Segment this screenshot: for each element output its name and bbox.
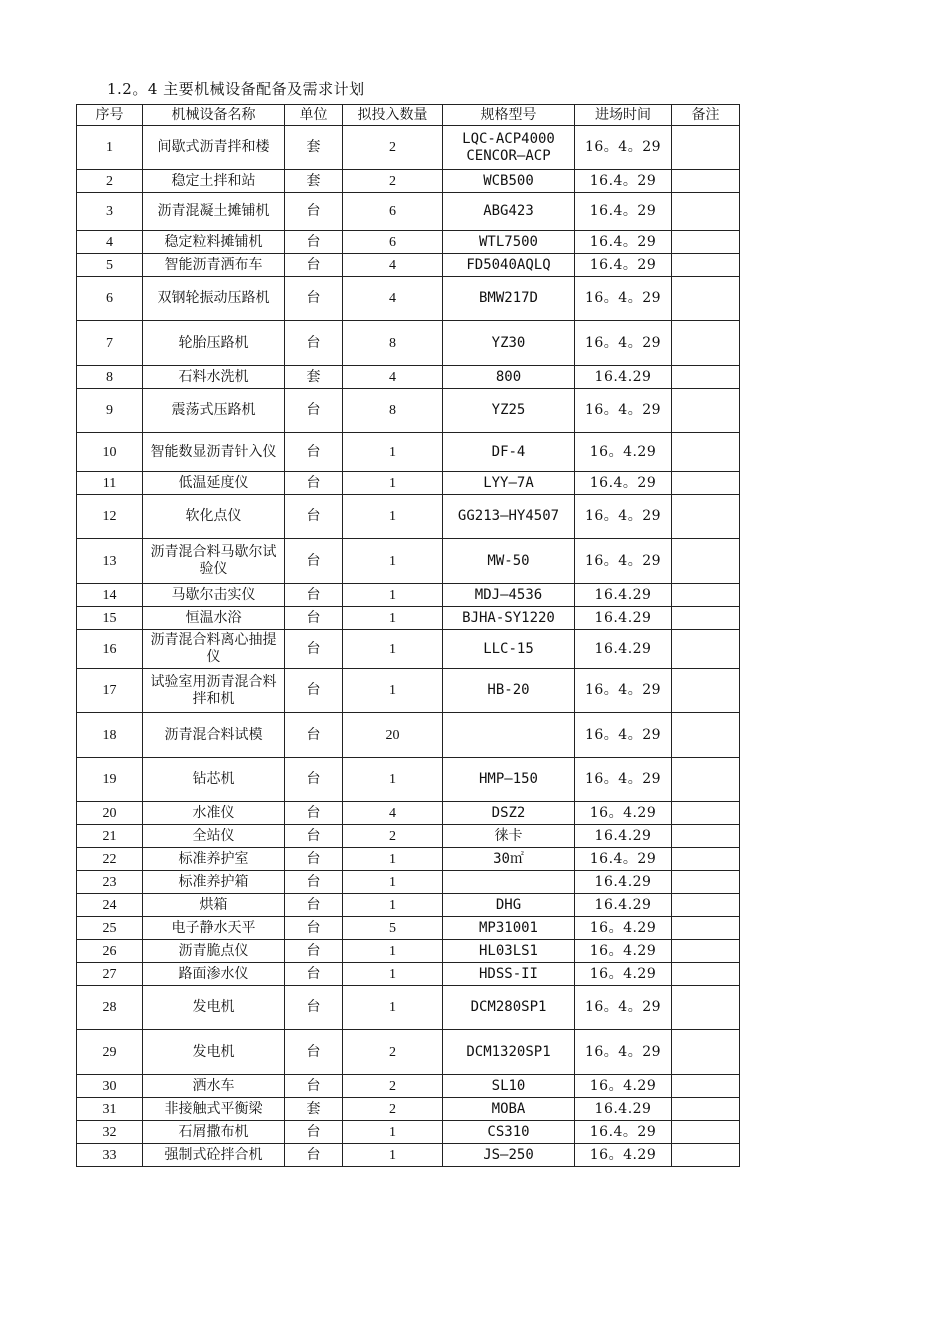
entry-date-cell: 16。4。29 bbox=[575, 986, 672, 1030]
name-cell: 智能沥青洒布车 bbox=[143, 254, 285, 277]
model-cell: JS—250 bbox=[443, 1144, 575, 1167]
unit-cell: 台 bbox=[285, 254, 343, 277]
name-cell: 软化点仪 bbox=[143, 495, 285, 539]
name-cell: 双钢轮振动压路机 bbox=[143, 277, 285, 321]
quantity-cell: 8 bbox=[343, 321, 443, 366]
model-cell: FD5040AQLQ bbox=[443, 254, 575, 277]
remark-cell bbox=[672, 802, 740, 825]
table-row bbox=[77, 277, 740, 321]
table-row bbox=[77, 1121, 740, 1144]
seq-cell: 11 bbox=[77, 472, 143, 495]
unit-cell: 台 bbox=[285, 825, 343, 848]
model-cell: YZ30 bbox=[443, 321, 575, 366]
table-row bbox=[77, 1144, 740, 1167]
unit-cell: 台 bbox=[285, 1144, 343, 1167]
unit-cell: 套 bbox=[285, 366, 343, 389]
table-row bbox=[77, 495, 740, 539]
entry-date-cell: 16.4.29 bbox=[575, 366, 672, 389]
quantity-cell: 1 bbox=[343, 472, 443, 495]
unit-cell: 台 bbox=[285, 231, 343, 254]
table-row bbox=[77, 321, 740, 366]
remark-cell bbox=[672, 321, 740, 366]
table-row bbox=[77, 825, 740, 848]
quantity-cell: 4 bbox=[343, 254, 443, 277]
name-cell: 烘箱 bbox=[143, 894, 285, 917]
name-cell: 非接触式平衡梁 bbox=[143, 1098, 285, 1121]
remark-cell bbox=[672, 669, 740, 713]
entry-date-cell: 16。4。29 bbox=[575, 1030, 672, 1075]
remark-cell bbox=[672, 584, 740, 607]
seq-cell: 33 bbox=[77, 1144, 143, 1167]
model-cell: SL10 bbox=[443, 1075, 575, 1098]
table-row bbox=[77, 963, 740, 986]
seq-cell: 17 bbox=[77, 669, 143, 713]
unit-cell: 台 bbox=[285, 433, 343, 472]
table-row bbox=[77, 940, 740, 963]
entry-date-cell: 16.4.29 bbox=[575, 607, 672, 630]
remark-cell bbox=[672, 539, 740, 584]
unit-cell: 台 bbox=[285, 472, 343, 495]
remark-cell bbox=[672, 917, 740, 940]
entry-date-cell: 16.4.29 bbox=[575, 584, 672, 607]
model-cell: WCB500 bbox=[443, 170, 575, 193]
entry-date-cell: 16.4.29 bbox=[575, 871, 672, 894]
unit-cell: 台 bbox=[285, 669, 343, 713]
seq-cell: 29 bbox=[77, 1030, 143, 1075]
remark-cell bbox=[672, 389, 740, 433]
model-cell: LQC-ACP4000 CENCOR—ACP bbox=[443, 126, 575, 170]
remark-cell bbox=[672, 986, 740, 1030]
header-model: 规格型号 bbox=[443, 105, 575, 126]
quantity-cell: 4 bbox=[343, 277, 443, 321]
quantity-cell: 1 bbox=[343, 871, 443, 894]
name-cell: 稳定土拌和站 bbox=[143, 170, 285, 193]
quantity-cell: 8 bbox=[343, 389, 443, 433]
quantity-cell: 2 bbox=[343, 1075, 443, 1098]
remark-cell bbox=[672, 940, 740, 963]
model-cell: DF-4 bbox=[443, 433, 575, 472]
table-row bbox=[77, 389, 740, 433]
quantity-cell: 1 bbox=[343, 986, 443, 1030]
quantity-cell: 4 bbox=[343, 366, 443, 389]
unit-cell: 台 bbox=[285, 894, 343, 917]
model-cell: DCM1320SP1 bbox=[443, 1030, 575, 1075]
name-cell: 路面渗水仪 bbox=[143, 963, 285, 986]
seq-cell: 20 bbox=[77, 802, 143, 825]
name-cell: 强制式砼拌合机 bbox=[143, 1144, 285, 1167]
model-cell: YZ25 bbox=[443, 389, 575, 433]
name-cell: 洒水车 bbox=[143, 1075, 285, 1098]
name-cell: 水准仪 bbox=[143, 802, 285, 825]
unit-cell: 台 bbox=[285, 539, 343, 584]
model-cell: 徕卡 bbox=[443, 825, 575, 848]
table-row bbox=[77, 472, 740, 495]
model-cell: DCM280SP1 bbox=[443, 986, 575, 1030]
quantity-cell: 5 bbox=[343, 917, 443, 940]
unit-cell: 台 bbox=[285, 802, 343, 825]
table-row bbox=[77, 193, 740, 231]
entry-date-cell: 16.4。29 bbox=[575, 193, 672, 231]
remark-cell bbox=[672, 277, 740, 321]
remark-cell bbox=[672, 607, 740, 630]
unit-cell: 台 bbox=[285, 630, 343, 669]
equipment-table bbox=[76, 104, 740, 1167]
model-cell: 800 bbox=[443, 366, 575, 389]
table-header-row bbox=[77, 105, 740, 126]
entry-date-cell: 16。4.29 bbox=[575, 963, 672, 986]
remark-cell bbox=[672, 1121, 740, 1144]
model-cell bbox=[443, 713, 575, 758]
table-row bbox=[77, 1030, 740, 1075]
name-cell: 稳定粒料摊铺机 bbox=[143, 231, 285, 254]
unit-cell: 台 bbox=[285, 1030, 343, 1075]
unit-cell: 台 bbox=[285, 495, 343, 539]
remark-cell bbox=[672, 254, 740, 277]
seq-cell: 10 bbox=[77, 433, 143, 472]
remark-cell bbox=[672, 231, 740, 254]
seq-cell: 4 bbox=[77, 231, 143, 254]
entry-date-cell: 16.4。29 bbox=[575, 848, 672, 871]
unit-cell: 台 bbox=[285, 917, 343, 940]
unit-cell: 台 bbox=[285, 277, 343, 321]
model-cell: BJHA-SY1220 bbox=[443, 607, 575, 630]
entry-date-cell: 16.4。29 bbox=[575, 170, 672, 193]
quantity-cell: 6 bbox=[343, 231, 443, 254]
unit-cell: 套 bbox=[285, 126, 343, 170]
name-cell: 沥青混凝土摊铺机 bbox=[143, 193, 285, 231]
remark-cell bbox=[672, 713, 740, 758]
quantity-cell: 2 bbox=[343, 1030, 443, 1075]
seq-cell: 32 bbox=[77, 1121, 143, 1144]
model-cell: MW-50 bbox=[443, 539, 575, 584]
table-row bbox=[77, 126, 740, 170]
remark-cell bbox=[672, 472, 740, 495]
seq-cell: 23 bbox=[77, 871, 143, 894]
remark-cell bbox=[672, 126, 740, 170]
entry-date-cell: 16。4.29 bbox=[575, 433, 672, 472]
name-cell: 标准养护室 bbox=[143, 848, 285, 871]
seq-cell: 6 bbox=[77, 277, 143, 321]
unit-cell: 台 bbox=[285, 607, 343, 630]
model-cell: HB-20 bbox=[443, 669, 575, 713]
table-row bbox=[77, 254, 740, 277]
name-cell: 沥青混合料马歇尔试验仪 bbox=[143, 539, 285, 584]
table-row bbox=[77, 539, 740, 584]
quantity-cell: 1 bbox=[343, 848, 443, 871]
quantity-cell: 2 bbox=[343, 126, 443, 170]
seq-cell: 25 bbox=[77, 917, 143, 940]
header-seq: 序号 bbox=[77, 105, 143, 126]
model-cell: HMP—150 bbox=[443, 758, 575, 802]
quantity-cell: 1 bbox=[343, 539, 443, 584]
seq-cell: 14 bbox=[77, 584, 143, 607]
remark-cell bbox=[672, 894, 740, 917]
model-cell: HDSS-II bbox=[443, 963, 575, 986]
model-cell: LLC-15 bbox=[443, 630, 575, 669]
entry-date-cell: 16.4。29 bbox=[575, 231, 672, 254]
table-row bbox=[77, 871, 740, 894]
entry-date-cell: 16。4.29 bbox=[575, 940, 672, 963]
entry-date-cell: 16。4。29 bbox=[575, 389, 672, 433]
header-unit: 单位 bbox=[285, 105, 343, 126]
seq-cell: 22 bbox=[77, 848, 143, 871]
header-remark: 备注 bbox=[672, 105, 740, 126]
table-row bbox=[77, 713, 740, 758]
model-cell: DHG bbox=[443, 894, 575, 917]
unit-cell: 台 bbox=[285, 758, 343, 802]
table-row bbox=[77, 1098, 740, 1121]
quantity-cell: 2 bbox=[343, 825, 443, 848]
name-cell: 试验室用沥青混合料拌和机 bbox=[143, 669, 285, 713]
seq-cell: 30 bbox=[77, 1075, 143, 1098]
unit-cell: 台 bbox=[285, 986, 343, 1030]
model-cell: ABG423 bbox=[443, 193, 575, 231]
model-cell: 30㎡ bbox=[443, 848, 575, 871]
name-cell: 石屑撒布机 bbox=[143, 1121, 285, 1144]
remark-cell bbox=[672, 170, 740, 193]
header-name: 机械设备名称 bbox=[143, 105, 285, 126]
model-cell: BMW217D bbox=[443, 277, 575, 321]
entry-date-cell: 16。4.29 bbox=[575, 1144, 672, 1167]
header-date: 进场时间 bbox=[575, 105, 672, 126]
quantity-cell: 1 bbox=[343, 669, 443, 713]
model-cell: LYY—7A bbox=[443, 472, 575, 495]
table-row bbox=[77, 1075, 740, 1098]
name-cell: 石料水洗机 bbox=[143, 366, 285, 389]
seq-cell: 8 bbox=[77, 366, 143, 389]
seq-cell: 2 bbox=[77, 170, 143, 193]
table-row bbox=[77, 630, 740, 669]
seq-cell: 18 bbox=[77, 713, 143, 758]
seq-cell: 27 bbox=[77, 963, 143, 986]
quantity-cell: 1 bbox=[343, 963, 443, 986]
quantity-cell: 4 bbox=[343, 802, 443, 825]
quantity-cell: 1 bbox=[343, 1144, 443, 1167]
seq-cell: 15 bbox=[77, 607, 143, 630]
table-row bbox=[77, 669, 740, 713]
seq-cell: 1 bbox=[77, 126, 143, 170]
remark-cell bbox=[672, 366, 740, 389]
remark-cell bbox=[672, 871, 740, 894]
quantity-cell: 2 bbox=[343, 1098, 443, 1121]
name-cell: 恒温水浴 bbox=[143, 607, 285, 630]
quantity-cell: 1 bbox=[343, 630, 443, 669]
table-row bbox=[77, 758, 740, 802]
entry-date-cell: 16。4。29 bbox=[575, 713, 672, 758]
table-row bbox=[77, 584, 740, 607]
unit-cell: 台 bbox=[285, 871, 343, 894]
quantity-cell: 1 bbox=[343, 894, 443, 917]
entry-date-cell: 16.4。29 bbox=[575, 472, 672, 495]
entry-date-cell: 16。4。29 bbox=[575, 758, 672, 802]
header-qty: 拟投入数量 bbox=[343, 105, 443, 126]
unit-cell: 台 bbox=[285, 321, 343, 366]
quantity-cell: 1 bbox=[343, 758, 443, 802]
seq-cell: 16 bbox=[77, 630, 143, 669]
quantity-cell: 1 bbox=[343, 1121, 443, 1144]
model-cell: WTL7500 bbox=[443, 231, 575, 254]
model-cell: DSZ2 bbox=[443, 802, 575, 825]
seq-cell: 13 bbox=[77, 539, 143, 584]
model-cell: MOBA bbox=[443, 1098, 575, 1121]
seq-cell: 7 bbox=[77, 321, 143, 366]
entry-date-cell: 16。4.29 bbox=[575, 802, 672, 825]
quantity-cell: 1 bbox=[343, 940, 443, 963]
quantity-cell: 1 bbox=[343, 495, 443, 539]
remark-cell bbox=[672, 1075, 740, 1098]
name-cell: 间歇式沥青拌和楼 bbox=[143, 126, 285, 170]
name-cell: 电子静水天平 bbox=[143, 917, 285, 940]
table-row bbox=[77, 848, 740, 871]
table-row bbox=[77, 170, 740, 193]
entry-date-cell: 16。4.29 bbox=[575, 1075, 672, 1098]
quantity-cell: 20 bbox=[343, 713, 443, 758]
entry-date-cell: 16。4。29 bbox=[575, 321, 672, 366]
remark-cell bbox=[672, 848, 740, 871]
section-title: 1.2。4 主要机械设备配备及需求计划 bbox=[107, 80, 365, 98]
unit-cell: 台 bbox=[285, 848, 343, 871]
entry-date-cell: 16。4。29 bbox=[575, 277, 672, 321]
entry-date-cell: 16.4.29 bbox=[575, 894, 672, 917]
remark-cell bbox=[672, 825, 740, 848]
remark-cell bbox=[672, 963, 740, 986]
model-cell: HL03LS1 bbox=[443, 940, 575, 963]
name-cell: 发电机 bbox=[143, 986, 285, 1030]
seq-cell: 9 bbox=[77, 389, 143, 433]
seq-cell: 3 bbox=[77, 193, 143, 231]
name-cell: 发电机 bbox=[143, 1030, 285, 1075]
name-cell: 震荡式压路机 bbox=[143, 389, 285, 433]
table-row bbox=[77, 231, 740, 254]
entry-date-cell: 16.4。29 bbox=[575, 1121, 672, 1144]
table-row bbox=[77, 366, 740, 389]
model-cell: CS310 bbox=[443, 1121, 575, 1144]
model-cell: GG213—HY4507 bbox=[443, 495, 575, 539]
unit-cell: 台 bbox=[285, 389, 343, 433]
name-cell: 标准养护箱 bbox=[143, 871, 285, 894]
unit-cell: 台 bbox=[285, 1075, 343, 1098]
quantity-cell: 2 bbox=[343, 170, 443, 193]
remark-cell bbox=[672, 1030, 740, 1075]
quantity-cell: 1 bbox=[343, 433, 443, 472]
unit-cell: 台 bbox=[285, 963, 343, 986]
remark-cell bbox=[672, 193, 740, 231]
quantity-cell: 1 bbox=[343, 584, 443, 607]
model-cell: MP31001 bbox=[443, 917, 575, 940]
seq-cell: 31 bbox=[77, 1098, 143, 1121]
entry-date-cell: 16。4。29 bbox=[575, 495, 672, 539]
seq-cell: 28 bbox=[77, 986, 143, 1030]
table-row bbox=[77, 986, 740, 1030]
unit-cell: 台 bbox=[285, 193, 343, 231]
table-row bbox=[77, 894, 740, 917]
seq-cell: 21 bbox=[77, 825, 143, 848]
remark-cell bbox=[672, 630, 740, 669]
entry-date-cell: 16。4.29 bbox=[575, 917, 672, 940]
model-cell bbox=[443, 871, 575, 894]
table-row bbox=[77, 433, 740, 472]
entry-date-cell: 16。4。29 bbox=[575, 539, 672, 584]
entry-date-cell: 16.4.29 bbox=[575, 825, 672, 848]
quantity-cell: 1 bbox=[343, 607, 443, 630]
remark-cell bbox=[672, 1144, 740, 1167]
quantity-cell: 6 bbox=[343, 193, 443, 231]
unit-cell: 台 bbox=[285, 713, 343, 758]
name-cell: 智能数显沥青针入仪 bbox=[143, 433, 285, 472]
name-cell: 钻芯机 bbox=[143, 758, 285, 802]
seq-cell: 26 bbox=[77, 940, 143, 963]
table-row bbox=[77, 607, 740, 630]
entry-date-cell: 16。4。29 bbox=[575, 669, 672, 713]
seq-cell: 5 bbox=[77, 254, 143, 277]
unit-cell: 台 bbox=[285, 1121, 343, 1144]
name-cell: 沥青混合料试模 bbox=[143, 713, 285, 758]
remark-cell bbox=[672, 433, 740, 472]
unit-cell: 台 bbox=[285, 940, 343, 963]
name-cell: 轮胎压路机 bbox=[143, 321, 285, 366]
name-cell: 全站仪 bbox=[143, 825, 285, 848]
unit-cell: 台 bbox=[285, 584, 343, 607]
table-row bbox=[77, 802, 740, 825]
remark-cell bbox=[672, 1098, 740, 1121]
name-cell: 沥青脆点仪 bbox=[143, 940, 285, 963]
remark-cell bbox=[672, 758, 740, 802]
name-cell: 低温延度仪 bbox=[143, 472, 285, 495]
name-cell: 马歇尔击实仪 bbox=[143, 584, 285, 607]
seq-cell: 24 bbox=[77, 894, 143, 917]
model-cell: MDJ—4536 bbox=[443, 584, 575, 607]
seq-cell: 12 bbox=[77, 495, 143, 539]
name-cell: 沥青混合料离心抽提仪 bbox=[143, 630, 285, 669]
remark-cell bbox=[672, 495, 740, 539]
unit-cell: 套 bbox=[285, 170, 343, 193]
seq-cell: 19 bbox=[77, 758, 143, 802]
entry-date-cell: 16.4。29 bbox=[575, 254, 672, 277]
table-row bbox=[77, 917, 740, 940]
entry-date-cell: 16.4.29 bbox=[575, 1098, 672, 1121]
entry-date-cell: 16.4.29 bbox=[575, 630, 672, 669]
unit-cell: 套 bbox=[285, 1098, 343, 1121]
entry-date-cell: 16。4。29 bbox=[575, 126, 672, 170]
